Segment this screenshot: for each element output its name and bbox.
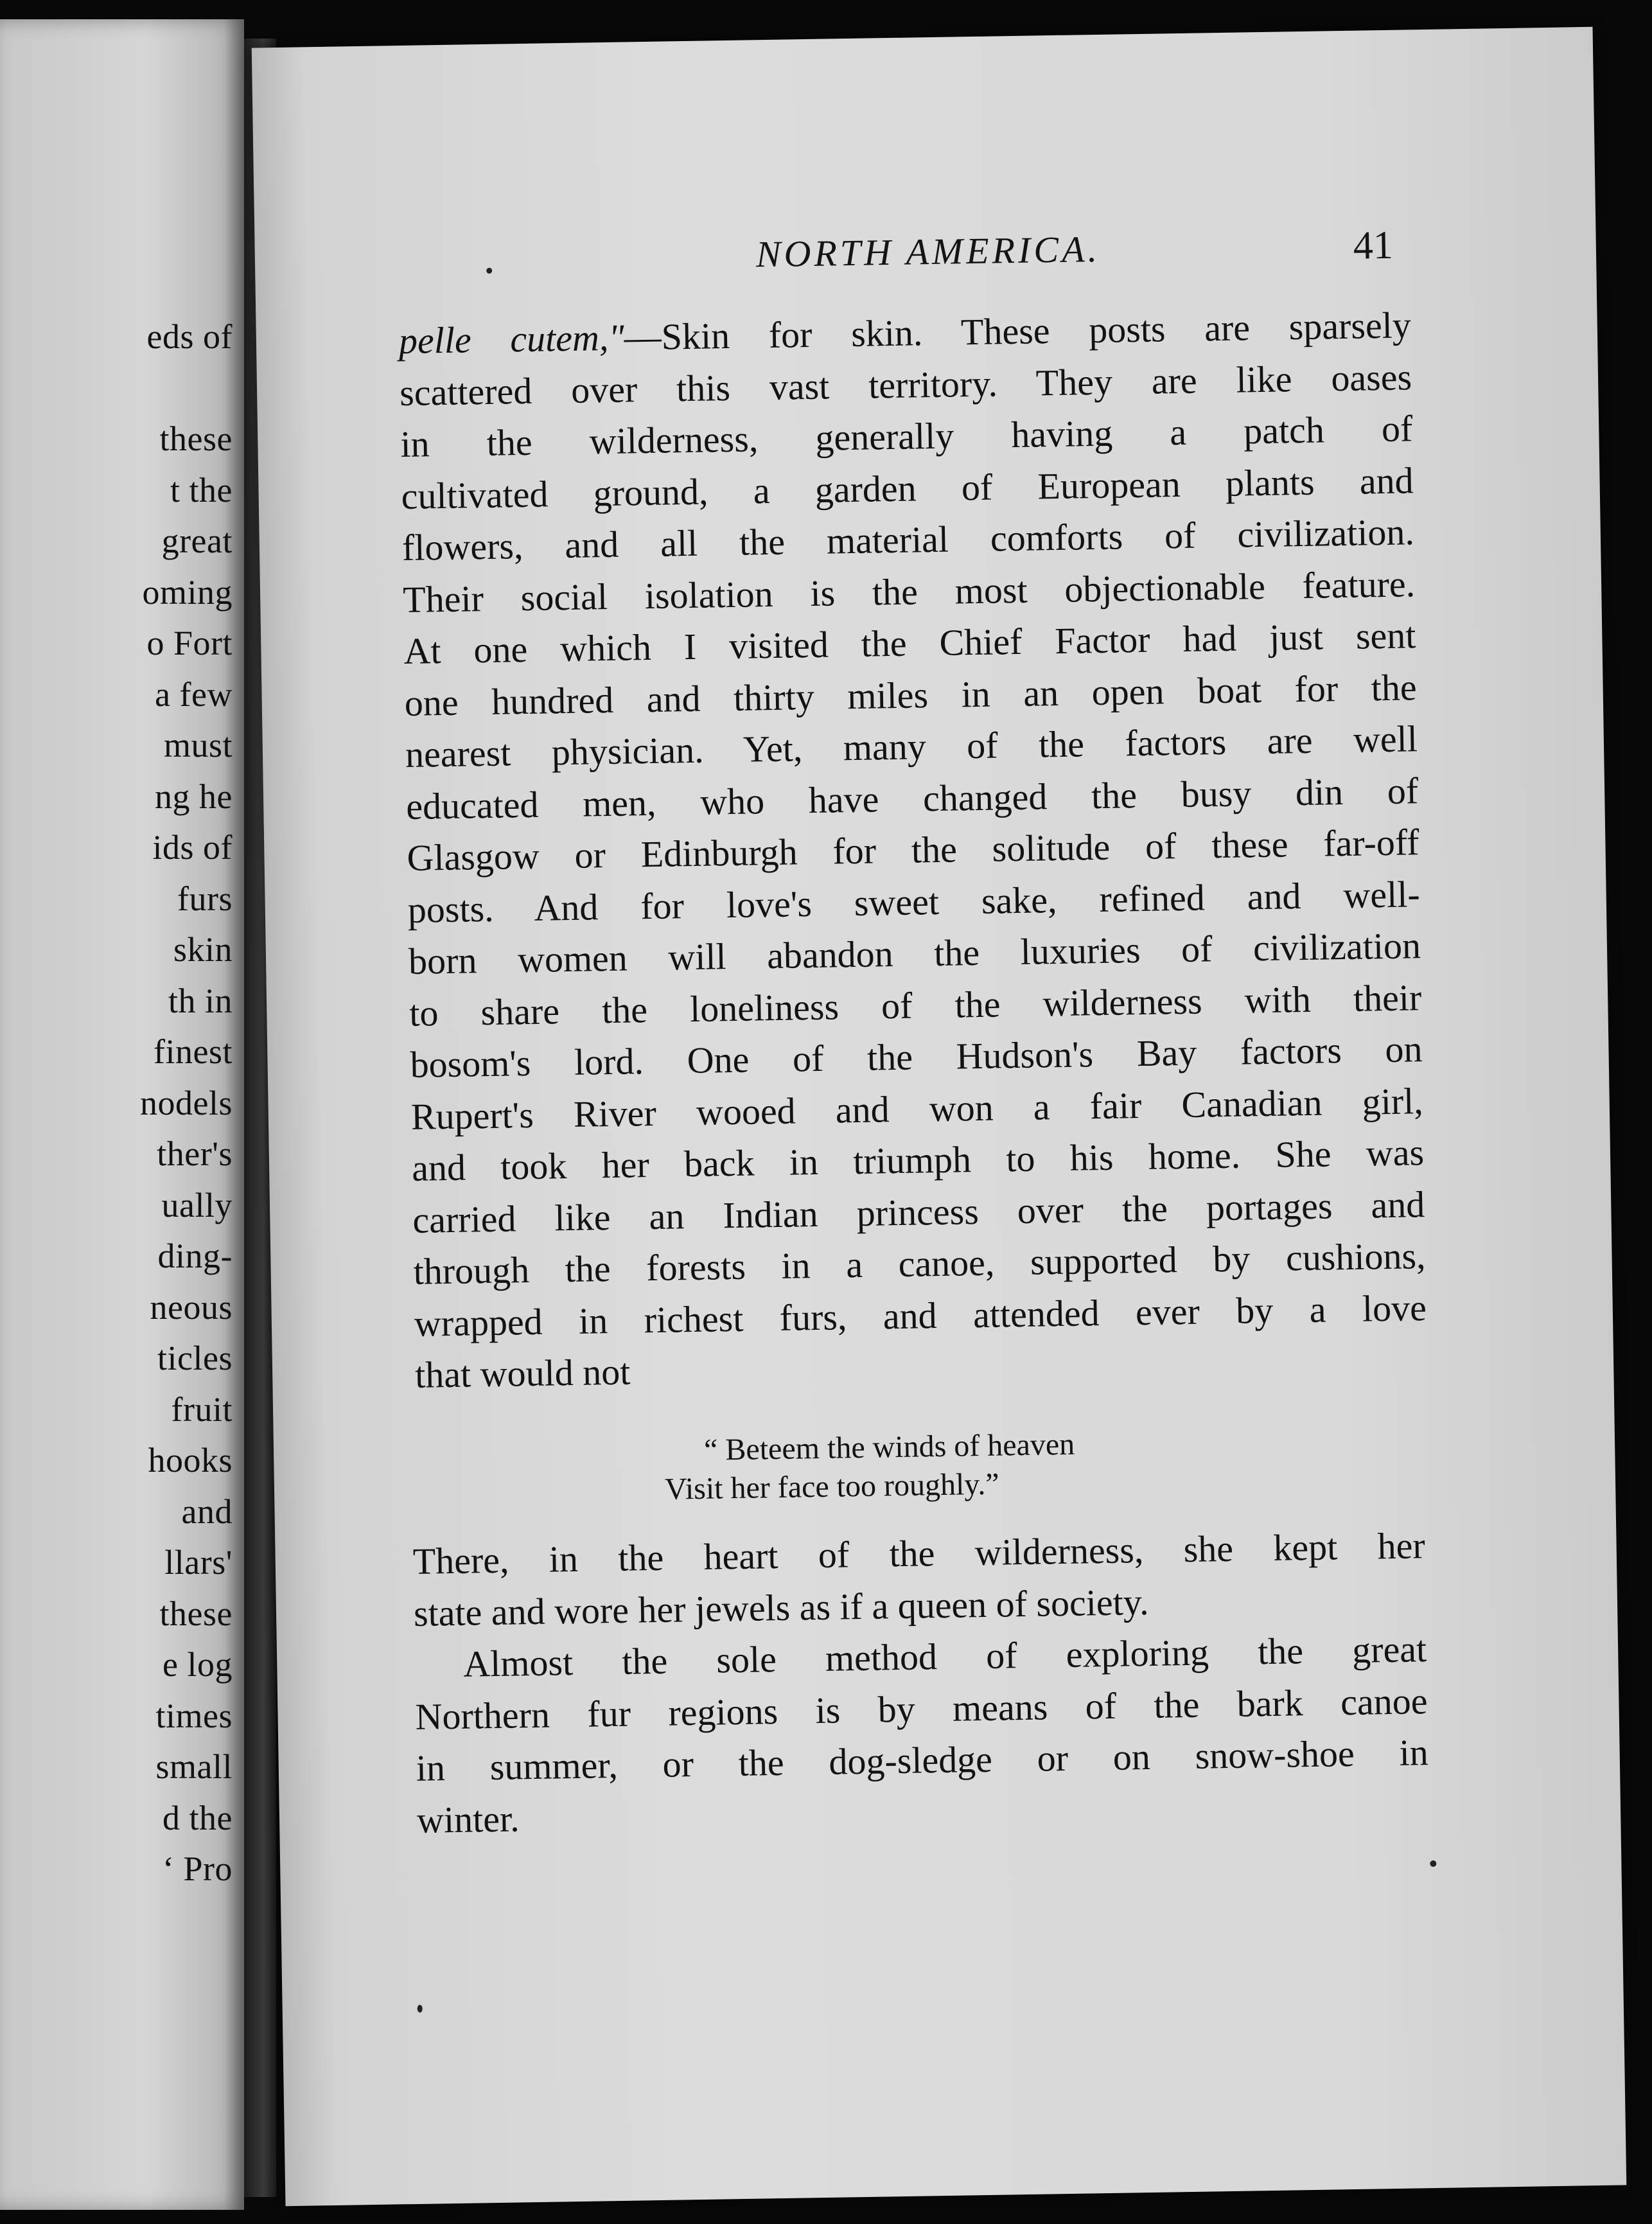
scan-speck — [486, 268, 492, 274]
text-line: one hundred and thirty miles in an open boat for the — [404, 666, 1418, 724]
text-line: Their social isolation is the most objectionable feature. — [402, 562, 1416, 621]
facing-page-line: fruit — [171, 1390, 233, 1429]
running-head: NORTH AMERICA. — [755, 227, 1101, 276]
facing-page-line: these — [159, 1594, 233, 1633]
text-line: wrapped in richest furs, and attended ever by a love — [414, 1286, 1427, 1345]
text-line: flowers, and all the material comforts of civilization. — [401, 511, 1415, 569]
facing-page-line: times — [155, 1696, 233, 1735]
facing-page-line: t the — [170, 470, 233, 509]
facing-page-line: th in — [168, 981, 233, 1020]
text-line: carried like an Indian princess over the portages and — [412, 1183, 1425, 1241]
facing-page-line: small — [155, 1747, 233, 1786]
text-line: There, in the heart of the wilderness, she kept her — [412, 1524, 1426, 1582]
facing-page-line: these — [159, 419, 233, 458]
text-line: winter. — [416, 1797, 520, 1841]
scan-speck — [417, 2005, 423, 2013]
facing-page-line: finest — [154, 1032, 233, 1071]
facing-page-left — [0, 19, 244, 2210]
facing-page-line: hooks — [148, 1441, 233, 1479]
text-line: Northern fur regions is by means of the bark canoe — [415, 1679, 1428, 1738]
facing-page-line: o Fort — [146, 624, 233, 662]
quotation-line-2: Visit her face too roughly.” — [664, 1467, 999, 1506]
facing-page-line — [1, 363, 233, 414]
text-line-rest: —Skin for skin. These posts are sparsely — [624, 304, 1412, 358]
facing-page-line: nodels — [140, 1083, 233, 1122]
facing-page-line: and — [181, 1492, 233, 1531]
text-line: bosom's lord. One of the Hudson's Bay factors on — [410, 1028, 1423, 1086]
text-line: Rupert's River wooed and won a fair Canadian girl, — [410, 1079, 1424, 1138]
scan-speck — [1430, 1860, 1436, 1867]
text-line: in summer, or the dog-sledge or on snow-shoe in — [416, 1731, 1429, 1789]
text-line: to share the loneliness of the wilderness with their — [409, 976, 1422, 1034]
text-line: that would not — [414, 1350, 631, 1396]
paragraph-3-lines — [414, 1623, 1430, 1846]
paragraph-1 — [398, 299, 1427, 1401]
facing-page-line: ticles — [157, 1339, 233, 1377]
book-page-41 — [252, 27, 1627, 2206]
facing-page-line: ‘ Pro — [163, 1849, 233, 1888]
paragraph-1-lines — [400, 351, 1428, 1402]
facing-page-line: ng he — [155, 777, 233, 816]
text-line: cultivated ground, a garden of European plants and — [401, 459, 1414, 517]
facing-page-line: eds of — [146, 317, 233, 356]
facing-page-line: d the — [163, 1798, 233, 1837]
facing-page-line: a few — [155, 675, 233, 714]
text-line: Almost the sole method of exploring the great — [462, 1628, 1427, 1685]
text-line: state and wore her jewels as if a queen of society. — [413, 1580, 1149, 1634]
facing-page-line: great — [161, 522, 233, 560]
text-line: in the wilderness, generally having a patch of — [400, 407, 1413, 466]
text-line: educated men, who have changed the busy din of — [405, 769, 1419, 827]
facing-page-line: oming — [142, 572, 233, 612]
text-line: Glasgow or Edinburgh for the solitude of these far-off — [407, 821, 1419, 879]
facing-page-line: e log — [163, 1645, 233, 1684]
facing-page-line: skin — [173, 930, 233, 969]
text-line: born women will abandon the luxuries of civilization — [408, 924, 1421, 982]
facing-page-line: ther's — [157, 1134, 233, 1173]
text-line: and took her back in triumph to his home. She was — [411, 1131, 1425, 1189]
facing-page-line: ding- — [157, 1237, 233, 1275]
facing-page-line: furs — [177, 879, 233, 918]
paragraph-2-lines — [412, 1520, 1426, 1639]
quotation-line-1: “ Beteem the winds of heaven — [703, 1427, 1075, 1467]
facing-page-text — [1, 312, 233, 1895]
text-line: nearest physician. Yet, many of the factors are well — [405, 718, 1418, 775]
facing-page-line: ids of — [152, 828, 233, 867]
text-line: At one which I visited the Chief Factor had just sent — [403, 614, 1416, 672]
text-line: scattered over this vast territory. They are like oases — [399, 355, 1412, 414]
facing-page-line: must — [163, 726, 233, 764]
paragraph-2 — [412, 1520, 1429, 1846]
facing-page-line: neous — [150, 1287, 233, 1327]
facing-page-line: ually — [161, 1185, 233, 1224]
page-number: 41 — [1353, 223, 1394, 268]
facing-page-line: llars' — [164, 1543, 233, 1582]
latin-phrase: pelle cutem," — [398, 316, 625, 362]
text-line: posts. And for love's sweet sake, refined and well- — [407, 872, 1421, 931]
text-line: through the forests in a canoe, supported by cushions, — [413, 1235, 1427, 1293]
